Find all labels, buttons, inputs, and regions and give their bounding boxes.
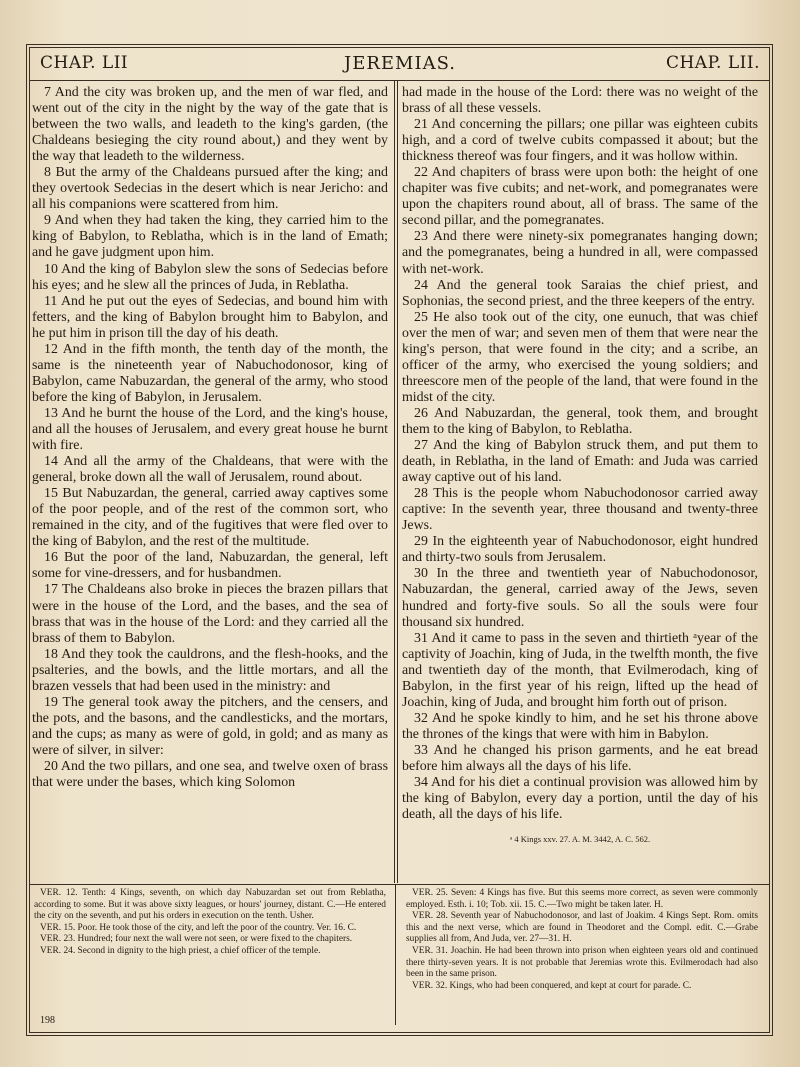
verse-33: 33 And he changed his prison garments, and he eat bread before him always all the days of his life. (402, 742, 758, 774)
verse-24: 24 And the general took Saraias the chief priest, and Sophonias, the second priest, and the three keepers of the entry. (402, 277, 758, 309)
note-ver-12: VER. 12. Tenth: 4 Kings, seventh, on which day Nabuzardan set out from Reblatha, according to some. But it was above sixty leagues, or hours' journey, distant. C.—He entered the city on the seventh, and put his orders in execution on the tenth. Usher. (34, 888, 386, 922)
running-head-title: JEREMIAS. (344, 53, 456, 74)
verse-31: 31 And it came to pass in the seven and thirtieth ᵃyear of the captivity of Joachin, king of Juda, in the twelfth month, the five and twentieth day of the month, that Evilmerodach, king of Babylon, in the first year of his reign, lifted up the head of Joachin, king of Juda, and brought him forth out of prison. (402, 630, 758, 710)
notes-left (34, 888, 386, 958)
note-ver-25: VER. 25. Seven: 4 Kings has five. But this seems more correct, as seven were commonly employed. Esth. i. 10; Tob. xii. 15. C.—Two might be taken later. H. (406, 888, 758, 910)
verse-23: 23 And there were ninety-six pomegranates hanging down; and the pomegranates, being a hundred in all, were compassed with net-work. (402, 229, 758, 277)
note-ver-28: VER. 28. Seventh year of Nabuchodonosor, and last of Joakim. 4 Kings Sept. Rom. omits this and the next verse, which are found in Theodoret and the Compl. edit. C.—Grabe supplies all from, And Juda, ver. 27—31. H. (406, 911, 758, 945)
column-divider (394, 81, 395, 883)
running-head-right: CHAP. LII. (665, 53, 760, 73)
note-ver-24: VER. 24. Second in dignity to the high priest, a chief officer of the temple. (40, 945, 321, 956)
verse-13: 13 And he burnt the house of the Lord, and the king's house, and all the houses of Jerusalem, and every great house he burnt with fire. (32, 405, 388, 454)
verse-34: 34 And for his diet a continual provision was allowed him by the king of Babylon, every day a portion, until the day of his death, all the days of his life. (402, 775, 758, 823)
right-column (402, 85, 758, 847)
column-divider-inner (397, 81, 398, 883)
verse-11: 11 And he put out the eyes of Sedecias, and bound him with fetters, and the king of Babylon brought him to Babylon, and he put him in prison till the day of his death. (32, 293, 388, 341)
verse-10: 10 And the king of Babylon slew the sons of Sedecias before his eyes; and he slew all the princes of Juda, in Reblatha. (32, 261, 388, 293)
verse-18: 18 And they took the cauldrons, and the flesh-hooks, and the psalteries, and the bowls, and the little mortars, and all the brazen vessels that had been used in the ministry: and (32, 646, 388, 694)
notes-right (406, 888, 758, 992)
notes-divider (395, 885, 396, 1025)
note-ver-31: VER. 31. Joachin. He had been thrown into prison when eighteen years old and continued there thirty-seven years. It is not probable that Jeremias wrote this. Evilmerodach had also been in the same prison. (406, 945, 758, 980)
note-ver-23: VER. 23. Hundred; four next the wall were not seen, or were fixed to the chapiters. (40, 934, 353, 945)
verse-27: 27 And the king of Babylon struck them, and put them to death, in Reblatha, in the land of Emath: and Juda was carried away captive out of his land. (402, 438, 758, 486)
verse-29: 29 In the eighteenth year of Nabuchodonosor, eight hundred and thirty-two souls from Jerusalem. (402, 534, 758, 566)
verse-20-continued: had made in the house of the Lord: there was no weight of the brass of all these vessels. (402, 85, 758, 117)
page-number: 198 (40, 1015, 55, 1026)
verse-9: 9 And when they had taken the king, they carried him to the king of Babylon, to Reblatha, which is in the land of Emath; and he gave judgment upon him. (32, 213, 388, 261)
verse-28: 28 This is the people whom Nabuchodonosor carried away captive: In the seventh year, three thousand and twenty-three Jews. (402, 486, 758, 534)
verse-20: 20 And the two pillars, and one sea, and twelve oxen of brass that were under the bases, which king Solomon (32, 758, 388, 791)
verse-21: 21 And concerning the pillars; one pillar was eighteen cubits high, and a cord of twelve cubits compassed it about; but the thickness thereof was four fingers, and it was hollow within. (402, 117, 758, 165)
note-ver-15: VER. 15. Poor. He took those of the city, and left the poor of the country. Ver. 16. C. (40, 922, 357, 933)
verse-25: 25 He also took out of the city, one eunuch, that was chief over the men of war; and seven men of them that were near the king's person, that were found in the city; and a scribe, an officer of the army, who exercised the young soldiers; and threescore men of the people of the land, that were found in the midst of the city. (402, 309, 758, 405)
verse-30: 30 In the three and twentieth year of Nabuchodonosor, Nabuzardan, the general, carried away of the Jews, seven hundred and forty-five souls. So all the souls were four thousand six hundred. (402, 566, 758, 630)
verse-19: 19 The general took away the pitchers, and the censers, and the pots, and the basons, and the candlesticks, and the mortars, and the cups; as many as were of gold, in gold; and as many as were of silver, in silver: (32, 694, 388, 758)
cross-reference: ᵃ 4 Kings xxv. 27. A. M. 3442, A. C. 562. (509, 834, 651, 845)
left-column (32, 85, 388, 791)
verse-32: 32 And he spoke kindly to him, and he set his throne above the thrones of the kings that were with him in Babylon. (402, 710, 758, 742)
verse-15: 15 But Nabuzardan, the general, carried away captives some of the poor people, and of the rest of the common sort, who remained in the city, and of the fugitives that were fled over to the king of Babylon, and the rest of the multitude. (32, 486, 388, 550)
header-rule (29, 80, 769, 81)
verse-22: 22 And chapiters of brass were upon both: the height of one chapiter was five cubits; and net-work, and pomegranates were upon the chapiters round about, all of brass. The same of the second pillar, and the pomegranates. (402, 165, 758, 229)
running-head-left: CHAP. LII (40, 53, 129, 73)
verse-8: 8 But the army of the Chaldeans pursued after the king; and they overtook Sedecias in the desert which is near Jericho: and all his companions were scattered from him. (32, 165, 388, 213)
verse-14: 14 And all the army of the Chaldeans, that were with the general, broke down all the wall of Jerusalem, round about. (32, 454, 388, 486)
verse-12: 12 And in the fifth month, the tenth day of the month, the same is the nineteenth year of Nabuchodonosor, king of Babylon, came Nabuzardan, the general of the army, who stood before the king of Babylon, in Jerusalem. (32, 341, 388, 405)
verse-26: 26 And Nabuzardan, the general, took them, and brought them to the king of Babylon, to Reblatha. (402, 405, 758, 437)
verse-7: 7 And the city was broken up, and the men of war fled, and went out of the city in the night by the way of the gate that is between the two walls, and leadeth to the king's garden, (the Chaldeans besieging the city round about,) and they went by the way that leadeth to the wilderness. (32, 85, 388, 165)
verse-16: 16 But the poor of the land, Nabuzardan, the general, left some for vine-dressers, and for husbandmen. (32, 550, 388, 582)
verse-17: 17 The Chaldeans also broke in pieces the brazen pillars that were in the house of the Lord, and the bases, and the sea of brass that was in the house of the Lord: and they carried all the brass of them to Babylon. (32, 582, 388, 646)
notes-rule (29, 884, 769, 885)
note-ver-32: VER. 32. Kings, who had been conquered, and kept at court for parade. C. (412, 980, 692, 991)
